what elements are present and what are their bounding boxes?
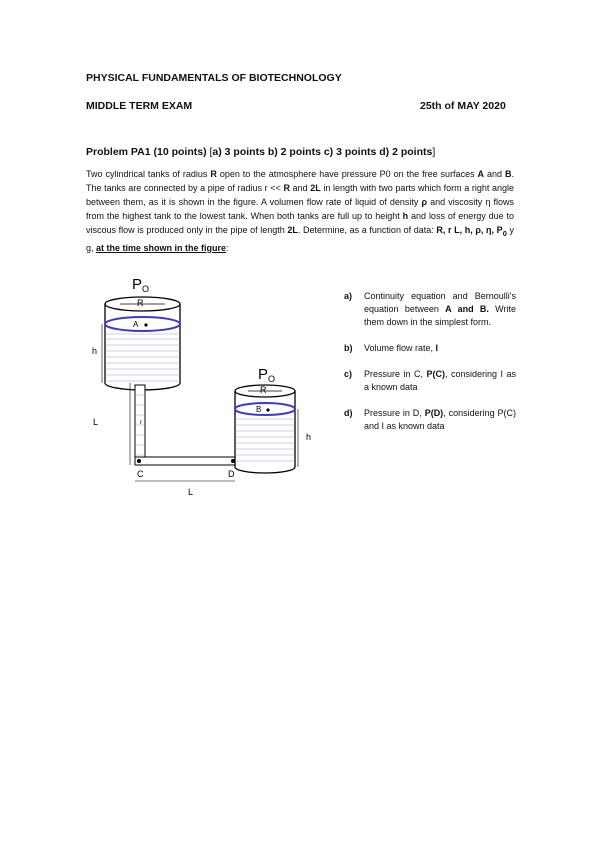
question-letter: b) (344, 343, 353, 353)
bracket-open: [ (206, 146, 213, 158)
var-P0-subscript: 0 (502, 228, 507, 238)
left-liquid-lines (105, 334, 180, 381)
point-b-label: B (256, 405, 262, 414)
var-R: R (210, 169, 217, 179)
question-b (344, 342, 516, 355)
l-horizontal-label: L (188, 487, 194, 497)
var-2L: 2L (287, 225, 298, 235)
text: : (226, 242, 229, 253)
point-c-label: C (137, 469, 144, 479)
problem-title (86, 146, 435, 158)
question-letter: c) (344, 369, 353, 379)
text: open to the atmosphere have pressure P0 on the free surfaces (216, 169, 478, 179)
bracket-close: ] (432, 146, 436, 158)
data-vars: R, r L, h, ρ, η, P (436, 225, 503, 235)
question-d (344, 407, 516, 433)
free-surface-b (235, 403, 295, 415)
p0-left-label: $P_O$ (132, 276, 150, 294)
vertical-pipe (135, 385, 145, 465)
point-a-label: A (133, 320, 139, 329)
course-title: PHYSICAL FUNDAMENTALS OF BIOTECHNOLOGY (86, 72, 342, 84)
problem-number: Problem PA1 (10 points) (86, 146, 207, 158)
free-surface-a (105, 317, 180, 331)
var-h: h (402, 211, 409, 221)
text: Two cylindrical tanks of radius (86, 169, 211, 179)
question-letter: d) (344, 408, 353, 418)
text: in length with two parts which form a right angle between them, as it is shown in the figure. A volumen flow rate of liquid of density (86, 183, 515, 207)
var-R: R (283, 183, 290, 193)
h-left-label: h (92, 346, 98, 356)
right-tank (235, 366, 295, 473)
point-d-label: D (228, 469, 235, 479)
tanks-diagram (80, 275, 310, 515)
question-text: Pressure in C, P(C), considering I as a known data (364, 369, 516, 392)
underlined-phrase: at the time shown in the figure (96, 242, 227, 253)
r-right-label: R (260, 385, 267, 395)
text: y g, (86, 225, 514, 253)
var-A: A (477, 169, 485, 179)
text: and (484, 169, 505, 179)
text: and loss of energy due to viscous flow is produced only in the pipe of length (86, 211, 514, 235)
problem-statement (86, 167, 514, 255)
var-B: B (504, 169, 512, 179)
questions-list (344, 290, 516, 446)
horizontal-pipe (135, 457, 235, 465)
text: and (289, 183, 311, 193)
text: . Determine, as a function of data: (297, 225, 437, 235)
var-2L: 2L (310, 183, 321, 193)
question-letter: a) (344, 291, 353, 301)
question-text: Pressure in D, P(D), considering P(C) and I as known data (364, 408, 516, 431)
left-tank (105, 276, 180, 390)
var-rho: ρ (421, 197, 428, 207)
right-liquid-lines (235, 419, 295, 461)
l-vertical-label: L (93, 417, 99, 427)
r-left-label: R (137, 298, 144, 308)
r-pipe-label: r (140, 420, 142, 426)
question-text: Volume flow rate, I (364, 343, 439, 353)
text: and viscosity η flows from the highest tank to the lowest tank. When both tanks are full up to height (86, 197, 514, 221)
p0-right-label: $P_O$ (258, 366, 276, 384)
exam-date: 25th of MAY 2020 (420, 100, 506, 112)
text: . The tanks are connected by a pipe of radius r << (86, 169, 514, 193)
problem-points: a) 3 points b) 2 points c) 3 points d) 2 points (212, 146, 433, 158)
question-c (344, 368, 516, 394)
exam-title: MIDDLE TERM EXAM (86, 100, 193, 112)
question-text: Continuity equation and Bernoulli's equation between A and B. Write them down in the simplest form. (364, 291, 517, 327)
h-right-label: h (306, 432, 312, 442)
question-a (344, 290, 516, 329)
